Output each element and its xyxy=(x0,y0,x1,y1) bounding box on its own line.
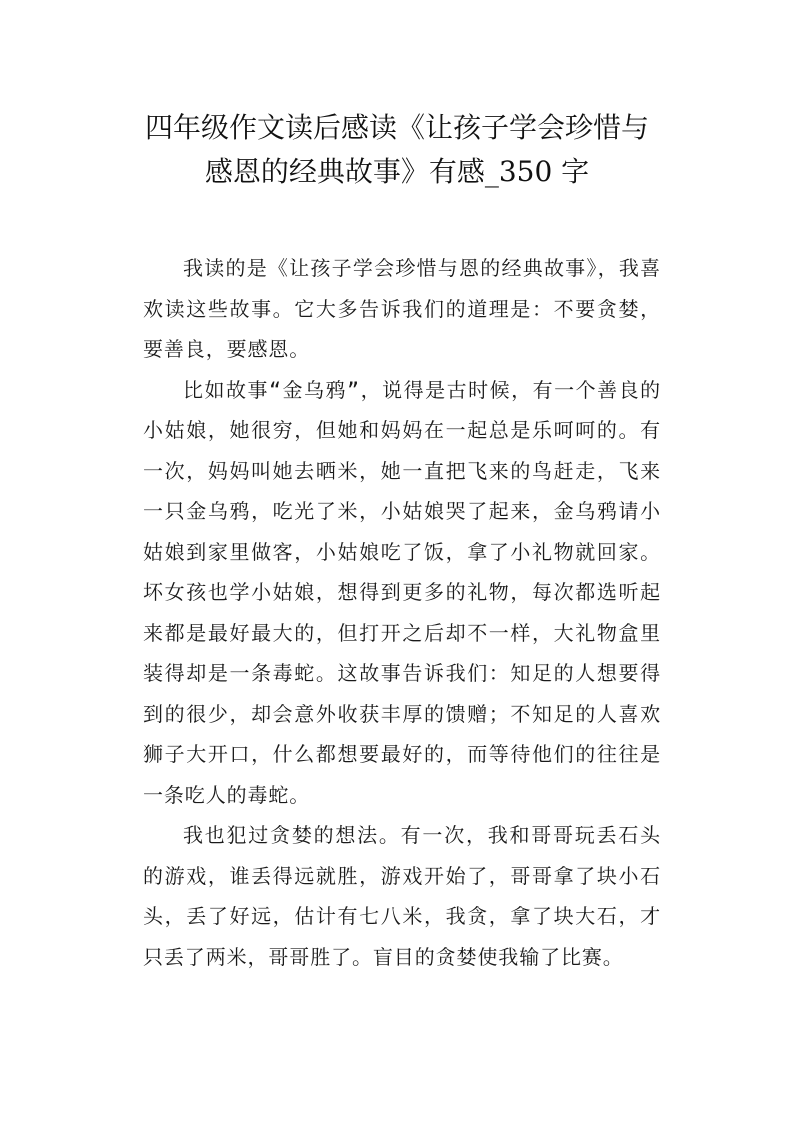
document-title xyxy=(100,106,694,194)
paragraph-1: 我读的是《让孩子学会珍惜与恩的经典故事》，我喜欢读这些故事。它大多告诉我们的道理是：不要贪婪，要善良，要感恩。 xyxy=(143,256,661,361)
title-line-1: 四年级作文读后感读《让孩子学会珍惜与 xyxy=(144,111,649,144)
document-body xyxy=(143,248,661,977)
paragraph-2: 比如故事“金乌鸦”，说得是古时候，有一个善良的小姑娘，她很穷，但她和妈妈在一起总是乐呵呵的。有一次，妈妈叫她去晒米，她一直把飞来的鸟赶走，飞来一只金乌鸦，吃光了米，小姑娘哭了起来，金乌鸦请小姑娘到家里做客，小姑娘吃了饭，拿了小礼物就回家。坏女孩也学小姑娘，想得到更多的礼物，每次都选听起来都是最好最大的，但打开之后却不一样，大礼物盒里装得却是一条毒蛇。这故事告诉我们：知足的人想要得到的很少，却会意外收获丰厚的馈赠；不知足的人喜欢狮子大开口，什么都想要最好的，而等待他们的往往是一条吃人的毒蛇。 xyxy=(143,377,661,807)
title-line-2: 感恩的经典故事》有感_350 字 xyxy=(204,155,590,188)
paragraph-3: 我也犯过贪婪的想法。有一次，我和哥哥玩丢石头的游戏，谁丢得远就胜，游戏开始了，哥哥拿了块小石头，丢了好远，估计有七八米，我贪，拿了块大石，才只丢了两米，哥哥胜了。盲目的贪婪使我输了比赛。 xyxy=(143,823,661,969)
